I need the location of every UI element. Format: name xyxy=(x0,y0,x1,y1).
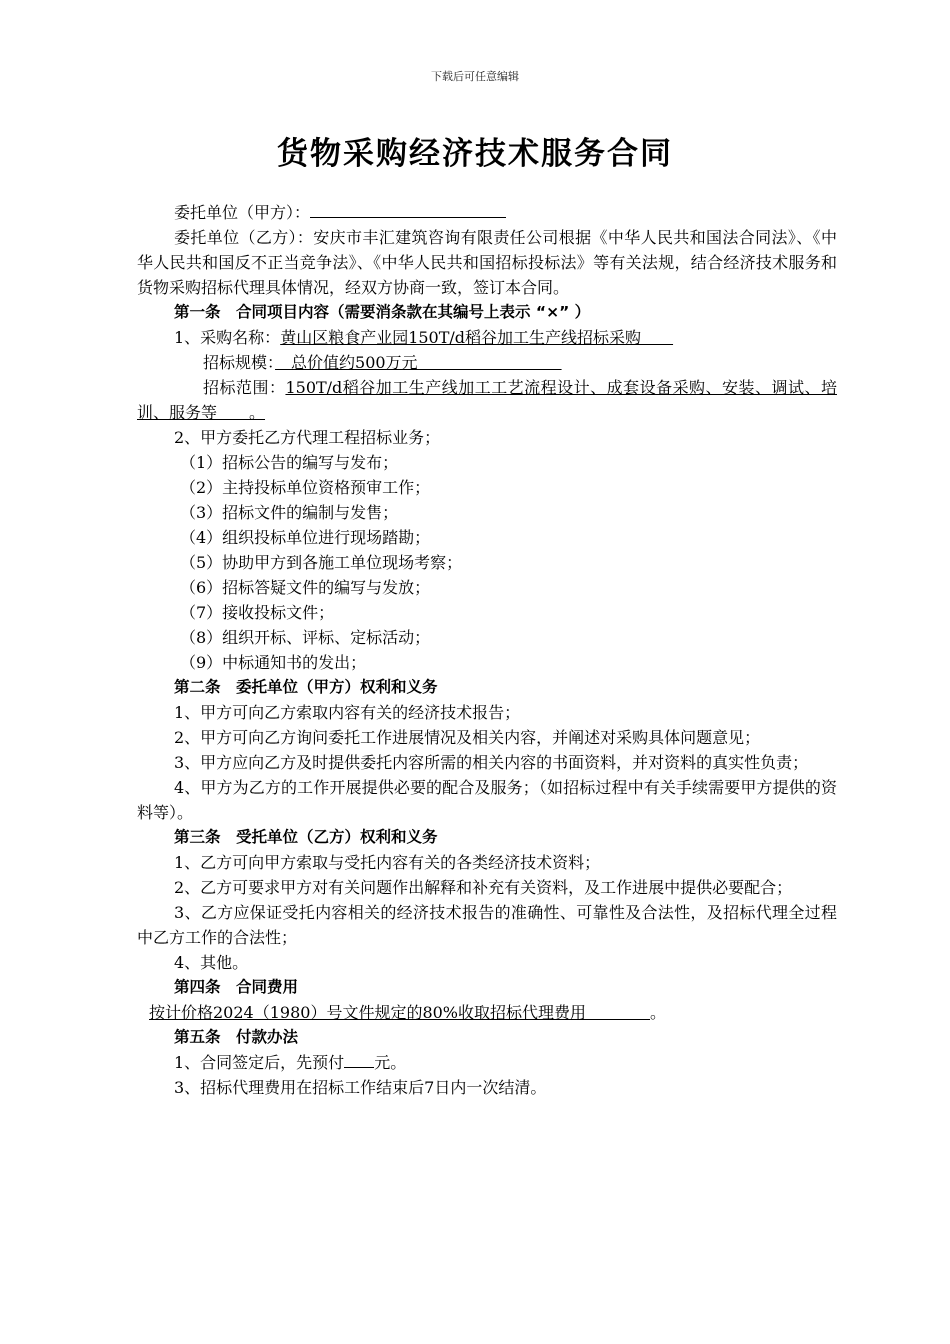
tender-range-value: 150T/d稻谷加工生产线加工工艺流程设计、成套设备采购、安装、调试、培训、服务等 。 xyxy=(137,378,837,422)
tender-scale-value: 总价值约500万元 xyxy=(275,353,562,372)
article-2-item: 4、甲方为乙方的工作开展提供必要的配合及服务；（如招标过程中有关手续需要甲方提供的资料等）。 xyxy=(137,778,837,822)
task-item: （9）中标通知书的发出； xyxy=(180,653,367,672)
task-item: （4）组织投标单位进行现场踏勘； xyxy=(180,528,431,547)
party-b-paragraph xyxy=(137,225,837,300)
task-item: （2）主持投标单位资格预审工作； xyxy=(180,478,431,497)
article-2-item: 2、甲方可向乙方询问委托工作进展情况及相关内容，并阐述对采购具体问题意见； xyxy=(174,728,761,747)
procurement-name-value: 黄山区粮食产业园150T/d稻谷加工生产线招标采购 xyxy=(280,328,674,347)
article-2-heading: 第二条 委托单位（甲方）权利和义务 xyxy=(174,678,438,696)
task-item: （8）组织开标、评标、定标活动； xyxy=(180,628,431,647)
settlement-line: 3、招标代理费用在招标工作结束后7日内一次结清。 xyxy=(174,1078,547,1097)
prepayment-line xyxy=(137,1050,837,1075)
tender-scale-label: 招标规模： xyxy=(203,353,276,372)
party-b-text: 安庆市丰汇建筑咨询有限责任公司根据《中华人民共和国法合同法》、《中华人民共和国反不正当竞争法》、《中华人民共和国招标投标法》等有关法规，结合经济技术服务和货物采购招标代理具体情况，经双方协商一致，签订本合同。 xyxy=(137,228,837,297)
procurement-name-line xyxy=(137,325,837,350)
prepayment-prefix: 1、合同签定后，先预付 xyxy=(174,1053,345,1072)
article-2-item: 3、甲方应向乙方及时提供委托内容所需的相关内容的书面资料，并对资料的真实性负责； xyxy=(174,753,809,772)
article-3-item: 3、乙方应保证受托内容相关的经济技术报告的准确性、可靠性及合法性，及招标代理全过程中乙方工作的合法性； xyxy=(137,903,837,947)
procurement-name-label: 1、采购名称： xyxy=(174,328,281,347)
task-item: （1）招标公告的编写与发布； xyxy=(180,453,399,472)
article-3-heading: 第三条 受托单位（乙方）权利和义务 xyxy=(174,828,438,846)
fee-line xyxy=(137,1000,837,1025)
task-item: （6）招标答疑文件的编写与发放； xyxy=(180,578,431,597)
article-3-item: 2、乙方可要求甲方对有关问题作出解释和补充有关资料，及工作进展中提供必要配合； xyxy=(174,878,793,897)
tender-range-line xyxy=(137,375,837,425)
article-1-item-2: 2、甲方委托乙方代理工程招标业务； xyxy=(174,428,441,447)
fee-end: 。 xyxy=(650,1003,667,1022)
article-4-heading: 第四条 合同费用 xyxy=(174,978,299,996)
tender-scale-line xyxy=(137,350,837,375)
document-title: 货物采购经济技术服务合同 xyxy=(277,136,673,172)
article-5-heading: 第五条 付款办法 xyxy=(174,1028,299,1046)
article-2-item: 1、甲方可向乙方索取内容有关的经济技术报告； xyxy=(174,703,521,722)
task-item: （7）接收投标文件； xyxy=(180,603,335,622)
article-1-heading: 第一条 合同项目内容（需要消条款在其编号上表示 “×” ） xyxy=(174,303,591,321)
prepayment-suffix: 元。 xyxy=(374,1053,407,1072)
party-b-label: 委托单位（乙方）： xyxy=(174,228,314,247)
header-note: 下载后可任意编辑 xyxy=(431,70,519,83)
party-a-blank xyxy=(310,200,506,218)
party-a-line xyxy=(137,200,837,225)
prepayment-amount-blank xyxy=(344,1050,374,1068)
task-item: （3）招标文件的编制与发售； xyxy=(180,503,399,522)
contract-body xyxy=(137,200,837,1100)
fee-value: 按计价格2024（1980）号文件规定的80%收取招标代理费用 xyxy=(149,1003,651,1022)
party-a-label: 委托单位（甲方）： xyxy=(174,203,311,222)
article-3-item: 4、其他。 xyxy=(174,953,249,972)
tender-range-label: 招标范围： xyxy=(203,378,286,397)
article-3-item: 1、乙方可向甲方索取与受托内容有关的各类经济技术资料； xyxy=(174,853,601,872)
task-item: （5）协助甲方到各施工单位现场考察； xyxy=(180,553,463,572)
